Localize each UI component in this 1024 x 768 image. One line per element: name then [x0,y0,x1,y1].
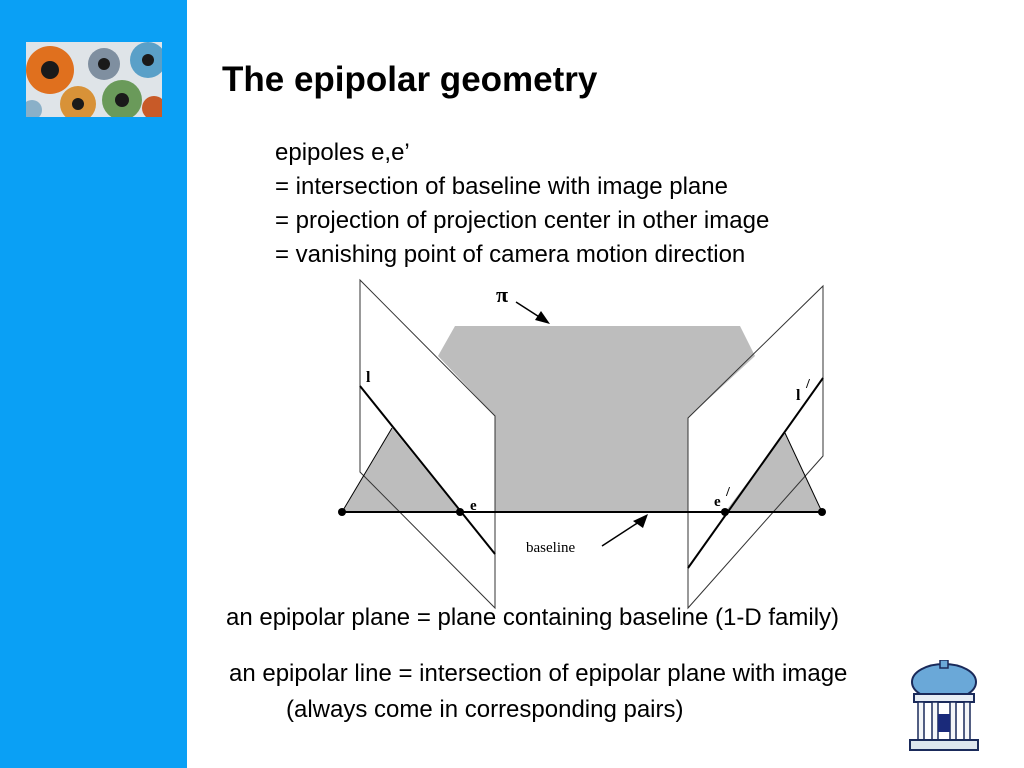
slide-title: The epipolar geometry [222,60,598,99]
epipolar-line-caption-note: (always come in corresponding pairs) [286,696,684,723]
left-line-label: l [366,369,371,386]
epipole-definitions [275,136,769,272]
right-triangle [725,433,822,512]
epipolar-line-caption: an epipolar line = intersection of epipolar plane with image [229,660,848,687]
definition-line: = intersection of baseline with image plane [275,173,728,200]
right-epipole-prime: / [726,485,730,500]
definition-line: epipoles e,e’ [275,139,410,166]
pi-label: π [496,282,509,307]
old-well-logo-image [908,660,980,752]
left-epipole-label: e [470,498,477,514]
right-epipole [721,508,729,516]
baseline-label: baseline [526,540,576,556]
right-epipole-label: e [714,494,721,510]
definition-line: = projection of projection center in other image [275,207,770,234]
left-camera-center [338,508,346,516]
epipolar-plane-caption: an epipolar plane = plane containing baseline (1-D family) [226,604,840,631]
left-epipole [456,508,464,516]
epipolar-geometry-diagram [330,278,840,612]
definition-line: = vanishing point of camera motion direction [275,241,746,268]
right-line-label: l [796,387,801,404]
right-camera-center [818,508,826,516]
right-line-prime: / [806,377,810,392]
epipolar-plane [438,326,755,512]
eyes-logo-image [26,42,162,117]
